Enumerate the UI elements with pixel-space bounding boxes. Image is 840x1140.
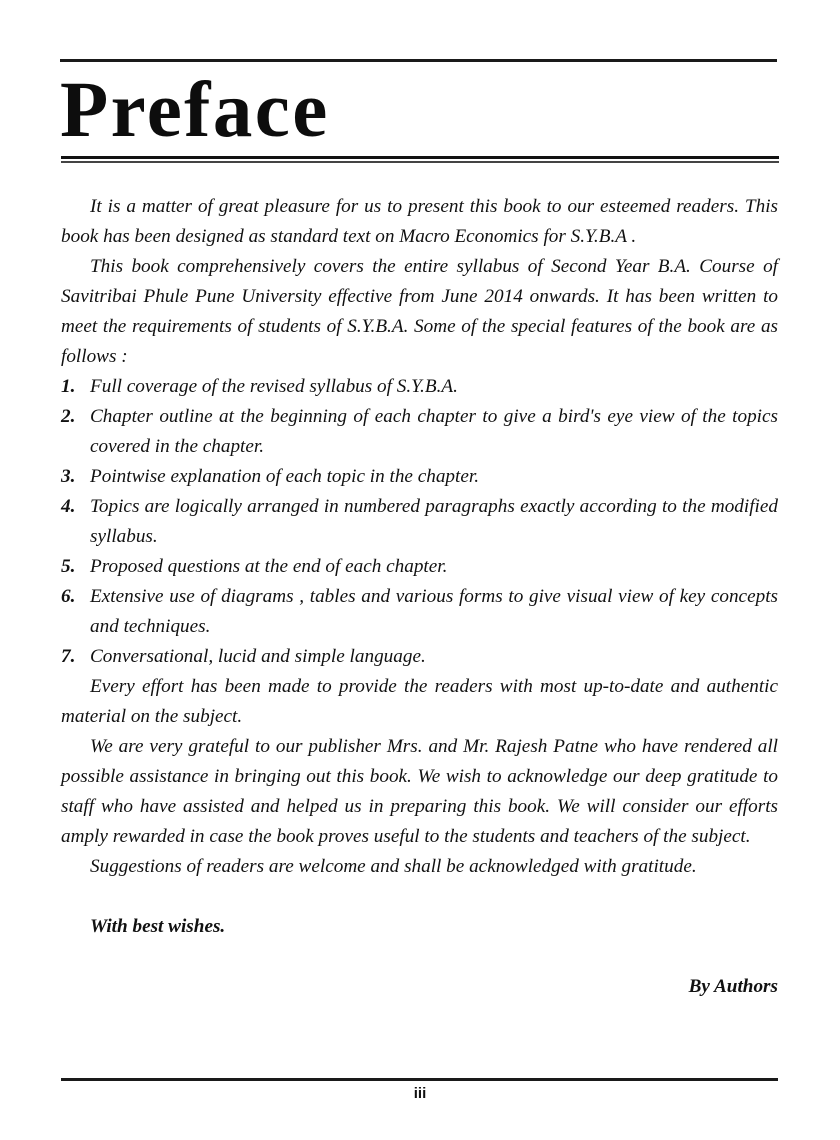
list-item-text: Pointwise explanation of each topic in the chapter. [90, 466, 480, 487]
header-double-rule-upper [61, 156, 779, 159]
list-item-number: 2. [61, 406, 76, 427]
header-double-rule-lower [61, 161, 779, 163]
best-wishes: With best wishes. [90, 916, 226, 937]
page-number: iii [413, 1085, 427, 1102]
intro-paragraph-1: It is a matter of great pleasure for us to present this book to our esteemed readers. This book has been designed as standard text on Macro Economics for S.Y.B.A . [61, 196, 778, 247]
list-item [61, 492, 778, 552]
footer-rule [61, 1078, 778, 1081]
list-item-text: Full coverage of the revised syllabus of S.Y.B.A. [90, 376, 458, 397]
features-list [61, 372, 778, 672]
list-item [61, 462, 778, 492]
intro-paragraph-2: This book comprehensively covers the entire syllabus of Second Year B.A. Course of Savitribai Phule Pune University effective from June 2014 onwards. It has been written to meet the requirements of students of S.Y.B.A. Some of the special features of the book are as follows : [61, 256, 778, 367]
list-item-number: 7. [61, 646, 76, 667]
header-top-rule [60, 59, 777, 62]
list-item [61, 552, 778, 582]
list-item-text: Chapter outline at the beginning of each chapter to give a bird's eye view of the topics covered in the chapter. [90, 406, 778, 457]
closing-paragraph-2: We are very grateful to our publisher Mrs. and Mr. Rajesh Patne who have rendered all possible assistance in bringing out this book. We wish to acknowledge our deep gratitude to staff who have assisted and helped us in preparing this book. We will consider our efforts amply rewarded in case the book proves useful to the students and teachers of the subject. [61, 736, 778, 847]
closing-paragraph-1: Every effort has been made to provide the readers with most up-to-date and authentic material on the subject. [61, 676, 778, 727]
list-item-number: 1. [61, 376, 76, 397]
list-item [61, 402, 778, 462]
list-item [61, 372, 778, 402]
spacer [61, 942, 778, 972]
list-item [61, 582, 778, 642]
list-item-number: 4. [61, 496, 76, 517]
preface-body [61, 192, 778, 1002]
list-item-text: Proposed questions at the end of each chapter. [90, 556, 448, 577]
list-item-number: 3. [61, 466, 76, 487]
list-item [61, 642, 778, 672]
list-item-number: 5. [61, 556, 76, 577]
spacer [61, 882, 778, 912]
list-item-number: 6. [61, 586, 76, 607]
list-item-text: Topics are logically arranged in numbered paragraphs exactly according to the modified syllabus. [90, 496, 778, 547]
signature: By Authors [688, 976, 778, 997]
list-item-text: Extensive use of diagrams , tables and various forms to give visual view of key concepts and techniques. [90, 586, 778, 637]
list-item-text: Conversational, lucid and simple language. [90, 646, 426, 667]
page-title: Preface [60, 67, 330, 154]
closing-paragraph-3: Suggestions of readers are welcome and shall be acknowledged with gratitude. [90, 856, 697, 877]
